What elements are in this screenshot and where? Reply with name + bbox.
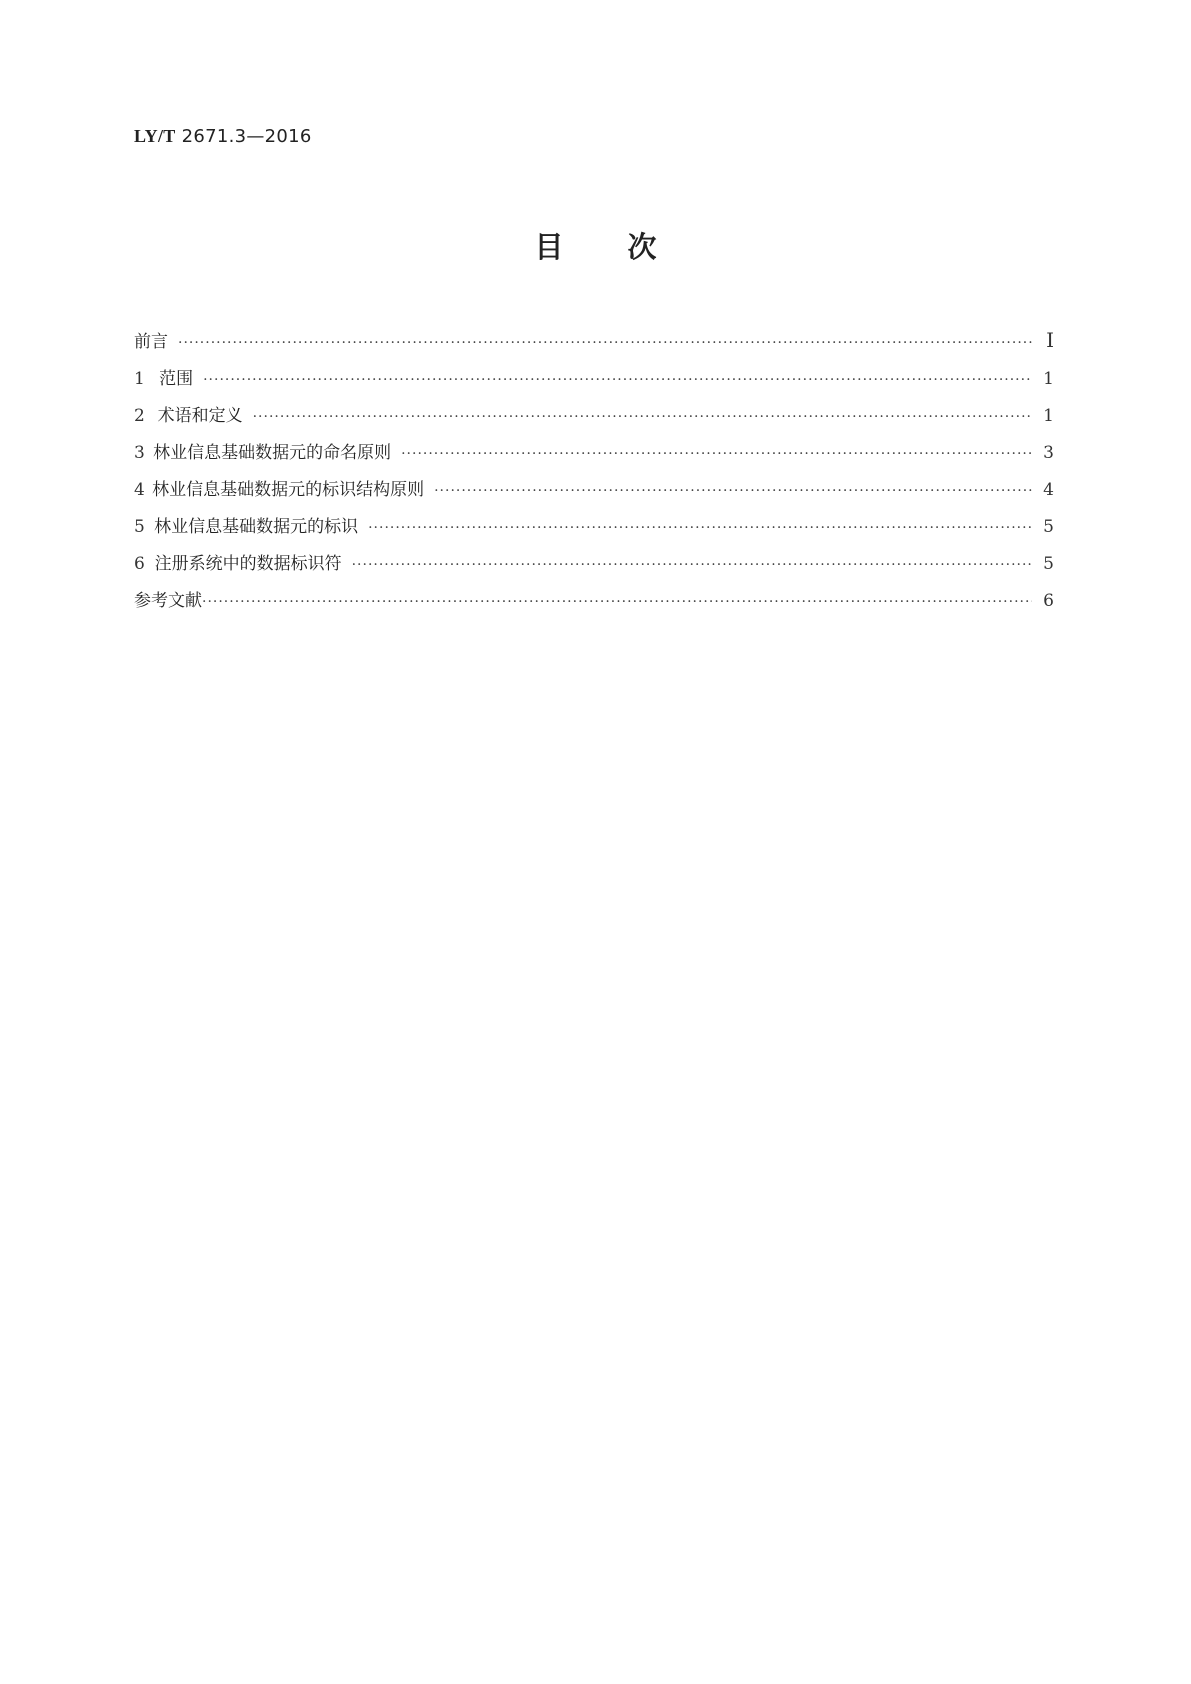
toc-entry-label: 林业信息基础数据元的标识结构原则 <box>152 480 425 500</box>
toc-entry-identification[interactable] <box>134 512 1054 549</box>
toc-entry-page: 1 <box>1043 406 1054 426</box>
toc-entry-label: 前言 <box>134 332 168 352</box>
document-code <box>134 126 312 147</box>
toc-entry-number: 2 <box>134 406 145 426</box>
toc-entry-identification-structure[interactable] <box>134 475 1054 512</box>
toc-entry-page: Ⅰ <box>1046 328 1054 352</box>
toc-entry-number: 3 <box>134 443 145 463</box>
toc-entry-label: 术语和定义 <box>157 406 243 426</box>
document-code-number: 2671.3—2016 <box>181 126 312 147</box>
toc-entry-page: 6 <box>1043 591 1054 611</box>
toc-entry-label: 林业信息基础数据元的标识 <box>154 517 359 537</box>
toc-dot-leader <box>202 594 1032 610</box>
toc-dot-leader <box>434 483 1032 499</box>
toc-entry-bibliography[interactable] <box>134 586 1054 623</box>
toc-entry-label: 注册系统中的数据标识符 <box>154 554 342 574</box>
toc-list <box>134 327 1054 623</box>
toc-dot-leader <box>253 409 1032 425</box>
toc-entry-number: 4 <box>134 480 145 500</box>
toc-entry-number: 5 <box>134 517 145 537</box>
toc-entry-naming-principles[interactable] <box>134 438 1054 475</box>
toc-entry-page: 5 <box>1043 554 1054 574</box>
toc-title <box>0 225 1191 266</box>
toc-entry-label: 范围 <box>159 369 194 389</box>
toc-entry-terms[interactable] <box>134 401 1054 438</box>
toc-entry-number: 1 <box>134 369 145 389</box>
toc-entry-number: 6 <box>134 554 145 574</box>
toc-entry-label: 林业信息基础数据元的命名原则 <box>153 443 392 463</box>
toc-entry-page: 3 <box>1043 443 1054 463</box>
toc-entry-foreword[interactable] <box>134 327 1054 364</box>
toc-dot-leader <box>352 557 1032 573</box>
toc-dot-leader <box>368 520 1032 536</box>
toc-title-part1: 目 <box>534 230 564 264</box>
toc-entry-registry-identifiers[interactable] <box>134 549 1054 586</box>
toc-dot-leader <box>401 446 1032 462</box>
toc-entry-page: 5 <box>1043 517 1054 537</box>
toc-entry-label: 参考文献 <box>134 591 202 611</box>
document-code-prefix: LY/T <box>134 126 176 146</box>
toc-title-part2: 次 <box>627 230 657 264</box>
toc-entry-page: 1 <box>1043 369 1054 389</box>
toc-dot-leader <box>178 335 1032 351</box>
toc-entry-scope[interactable] <box>134 364 1054 401</box>
toc-entry-page: 4 <box>1043 480 1054 500</box>
toc-dot-leader <box>203 372 1032 388</box>
